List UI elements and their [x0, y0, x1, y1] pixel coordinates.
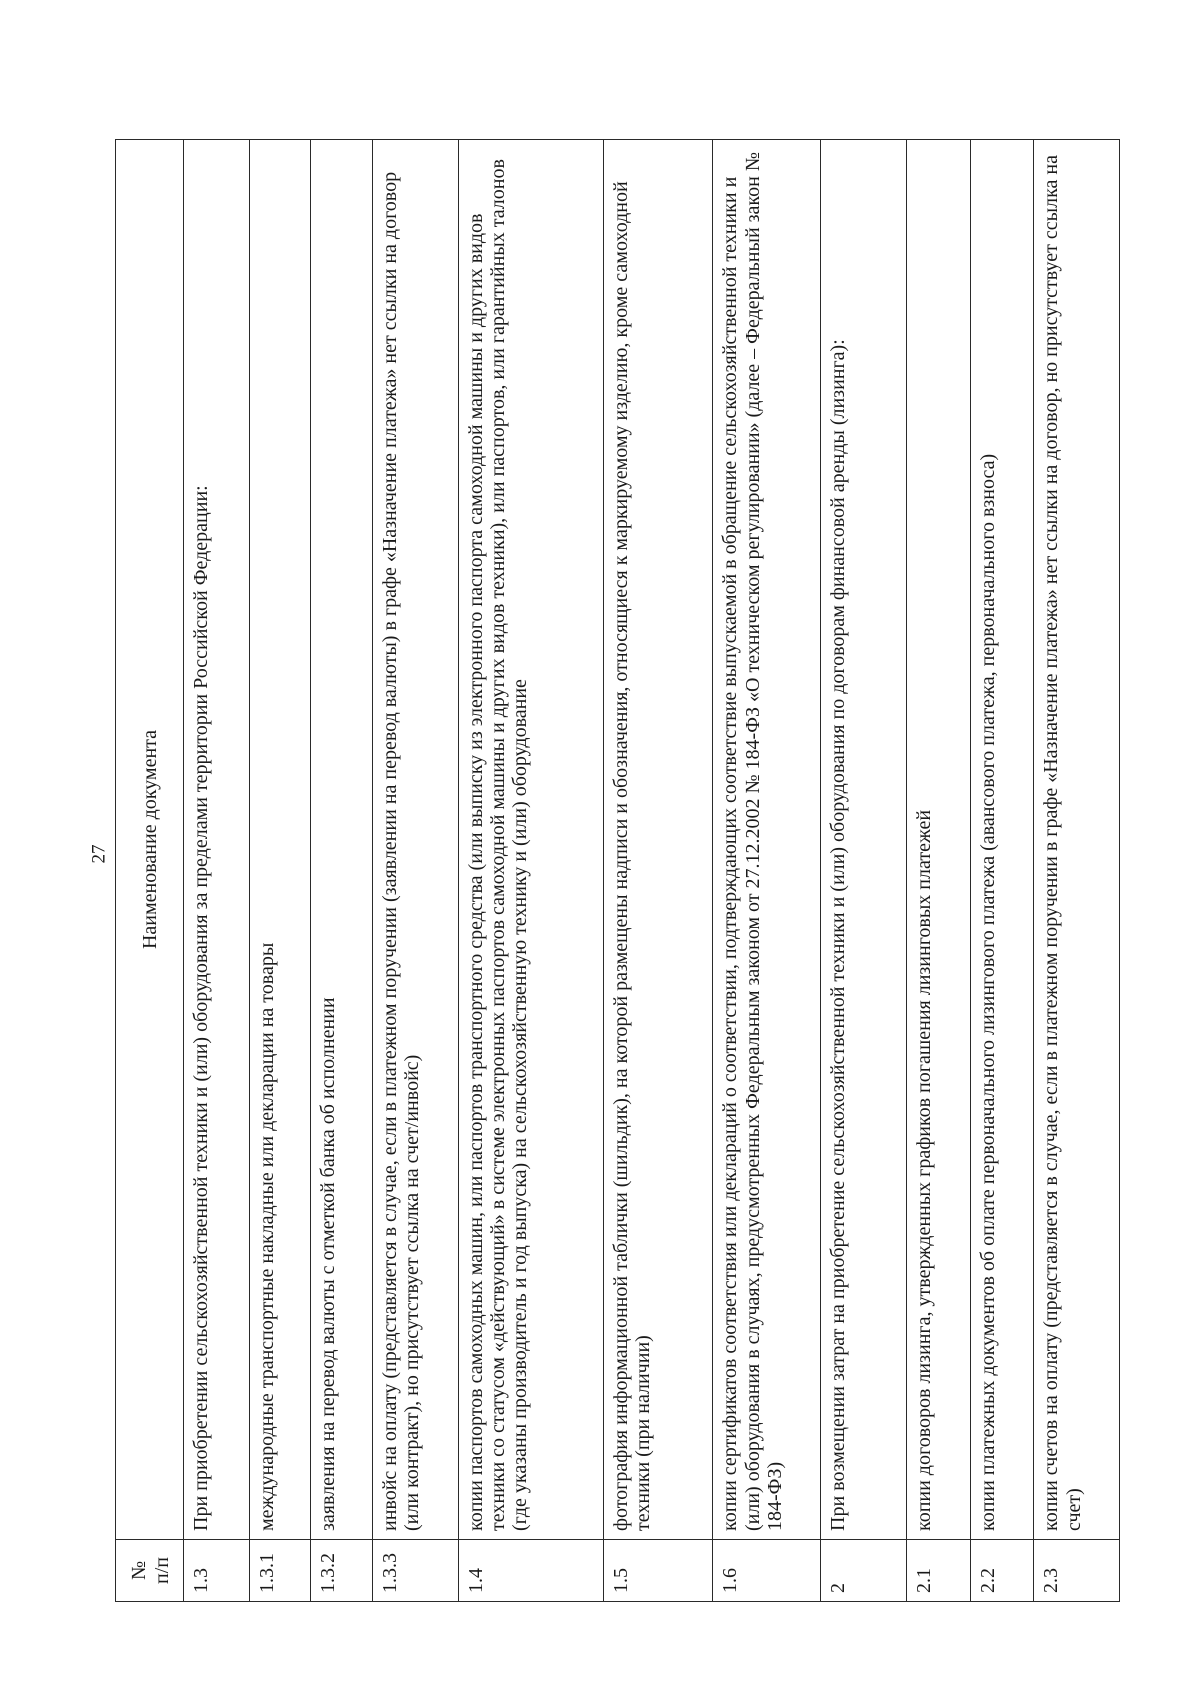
document-table-container	[115, 140, 1120, 1602]
row-number: 2	[821, 1540, 907, 1602]
row-number: 1.3	[184, 1540, 250, 1602]
row-number: 1.6	[713, 1540, 821, 1602]
table-row	[603, 140, 713, 1602]
row-document-name: фотография информационной таблички (шильдик), на которой размещены надписи и обозначения, относящиеся к маркируемому изделию, кроме самоходной техники (при наличии)	[603, 140, 713, 1540]
row-document-name: копии паспортов самоходных машин, или паспортов транспортного средства (или выписку из электронного паспорта самоходной машины и других видов техники со статусом «действующий» в системе электронных паспортов самоходной машины и других видов техники), или паспортов, или гарантийных талонов (где указаны производитель и год выпуска) на сельскохозяйственную технику и (или) оборудование	[458, 140, 603, 1540]
row-document-name: копии сертификатов соответствия или деклараций о соответствии, подтверждающих соответствие выпускаемой в обращение сельскохозяйственной техники и (или) оборудования в случаях, предусмотренных Федеральным законом от 27.12.2002 № 184-ФЗ «О техническом регулировании» (далее – Федеральный закон № 184-ФЗ)	[713, 140, 821, 1540]
row-document-name: инвойс на оплату (представляется в случае, если в платежном поручении (заявлении на перевод валюты) в графе «Назначение платежа» нет ссылки на договор (или контракт), но присутствует ссылка на счет/инвойс)	[372, 140, 458, 1540]
header-number	[116, 1540, 184, 1602]
row-number: 2.1	[906, 1540, 970, 1602]
page-number: 27	[88, 844, 110, 864]
table-header-row	[116, 140, 184, 1602]
row-document-name: При возмещении затрат на приобретение сельскохозяйственной техники и (или) оборудования по договорам финансовой аренды (лизинга):	[821, 140, 907, 1540]
row-document-name: копии договоров лизинга, утвержденных графиков погашения лизинговых платежей	[906, 140, 970, 1540]
documents-table	[115, 139, 1120, 1602]
table-row	[970, 140, 1034, 1602]
row-number: 2.2	[970, 1540, 1034, 1602]
row-document-name: заявления на перевод валюты с отметкой банка об исполнении	[311, 140, 373, 1540]
row-number: 1.5	[603, 1540, 713, 1602]
table-row	[184, 140, 250, 1602]
header-document-name: Наименование документа	[116, 140, 184, 1540]
row-number: 1.3.3	[372, 1540, 458, 1602]
row-document-name: копии счетов на оплату (представляется в случае, если в платежном поручении в графе «Назначение платежа» нет ссылки на договор, но присутствует ссылка на счет)	[1034, 140, 1120, 1540]
table-row	[821, 140, 907, 1602]
table-row	[249, 140, 311, 1602]
table-row	[906, 140, 970, 1602]
row-number: 1.4	[458, 1540, 603, 1602]
table-row	[311, 140, 373, 1602]
row-number: 1.3.1	[249, 1540, 311, 1602]
row-document-name: При приобретении сельскохозяйственной техники и (или) оборудования за пределами территории Российской Федерации:	[184, 140, 250, 1540]
row-number: 1.3.2	[311, 1540, 373, 1602]
table-row	[458, 140, 603, 1602]
row-document-name: копии платежных документов об оплате первоначального лизингового платежа (авансового платежа, первоначального взноса)	[970, 140, 1034, 1540]
row-document-name: международные транспортные накладные или декларации на товары	[249, 140, 311, 1540]
header-number-line2: п/п	[150, 1557, 173, 1584]
table-row	[372, 140, 458, 1602]
table-row	[713, 140, 821, 1602]
header-number-line1: №	[127, 1560, 150, 1581]
table-row	[1034, 140, 1120, 1602]
row-number: 2.3	[1034, 1540, 1120, 1602]
